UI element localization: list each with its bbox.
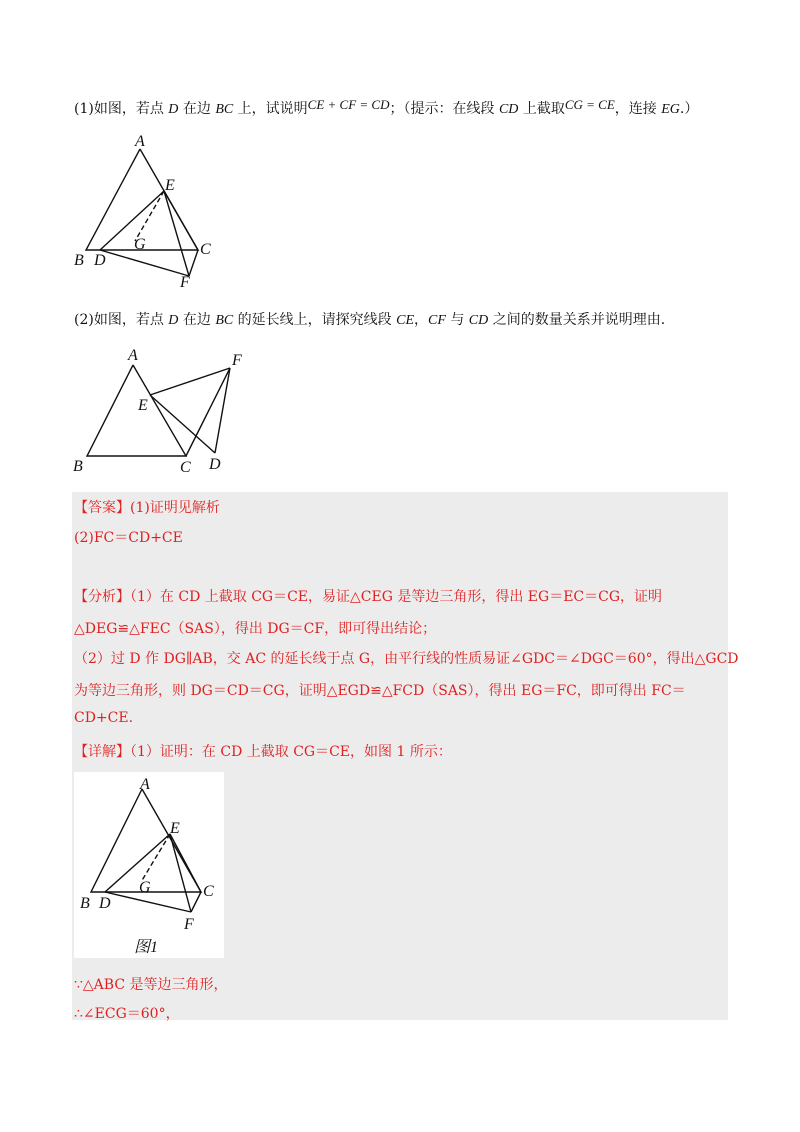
- label-g: G: [134, 236, 146, 253]
- q1-segment-cd: CD: [498, 102, 519, 117]
- segment-ed: [150, 395, 215, 453]
- answer-tag: 【答案】: [74, 500, 130, 516]
- q1-text: 上，试说明: [233, 101, 308, 117]
- triangle-abc: [86, 149, 198, 250]
- segment-df: [100, 250, 189, 276]
- analysis-text: （2）过 D 作 DG∥AB，交 AC 的延长线于点 G，由平行线的性质易证∠GDC＝∠DGC＝60°，得出△GCD: [74, 651, 739, 667]
- label-c: C: [200, 241, 211, 258]
- answer-text: (2)FC＝CD+CE: [74, 530, 183, 546]
- answer-text: (1)证明见解析: [130, 500, 220, 516]
- q1-text: 上截取: [518, 101, 565, 117]
- analysis-text: △DEG≌△FEC（SAS），得出 DG＝CF，即可得出结论；: [74, 621, 437, 637]
- analysis-tag: 【分析】: [74, 589, 130, 605]
- label-b: B: [74, 252, 84, 269]
- analysis-line-1: [74, 586, 662, 606]
- label-a: A: [135, 133, 145, 150]
- label-c: C: [180, 459, 191, 476]
- label-a: A: [140, 776, 150, 793]
- detail-step-2: [74, 1003, 180, 1023]
- label-d: D: [99, 895, 111, 912]
- label-e: E: [165, 177, 175, 194]
- label-a: A: [128, 347, 138, 364]
- detail-text: ∴∠ECG＝60°，: [74, 1006, 180, 1022]
- answer-line-1: [74, 497, 220, 517]
- q2-segment-cf: CF: [428, 313, 446, 328]
- triangle-abc: [87, 365, 186, 456]
- q2-text: ，: [414, 312, 428, 328]
- segment-ec: [170, 834, 201, 892]
- label-f: F: [184, 916, 194, 933]
- q2-point-d: D: [168, 313, 179, 328]
- analysis-line-4: [74, 680, 686, 700]
- analysis-text: CD+CE.: [74, 710, 134, 726]
- segment-eg-dashed: [141, 834, 170, 882]
- q2-text: 与: [445, 312, 469, 328]
- segment-ec: [164, 191, 198, 250]
- q2-text: 之间的数量关系并说明理由.: [488, 312, 666, 328]
- question-2: [74, 309, 665, 329]
- q1-text: 在边: [178, 101, 216, 117]
- q1-text: ，连接: [614, 101, 662, 117]
- analysis-line-3: [74, 648, 739, 668]
- analysis-line-5: [74, 710, 133, 726]
- label-e: E: [170, 820, 180, 837]
- q1-formula: CE + CF = CD: [307, 97, 390, 112]
- q2-text: 在边: [178, 312, 216, 328]
- figure-caption: 图1: [134, 939, 159, 956]
- q1-segment-bc: BC: [215, 102, 234, 117]
- segment-fd: [215, 368, 230, 453]
- detail-tag: 【详解】: [74, 744, 130, 760]
- q1-segment-eg: EG: [661, 102, 680, 117]
- segment-fc: [189, 250, 198, 276]
- figure-1-detail: [74, 772, 224, 958]
- label-d: D: [94, 252, 106, 269]
- detail-step-1: [74, 974, 228, 994]
- q1-text: .）: [679, 101, 699, 117]
- label-d: D: [209, 456, 221, 473]
- q1-text: (1)如图，若点: [74, 101, 169, 117]
- segment-eg-dashed: [135, 191, 164, 241]
- analysis-text: 为等边三角形，则 DG＝CD＝CG，证明△EGD≌△FCD（SAS），得出 EG＝FC，即可得出 FC＝: [74, 683, 686, 699]
- q2-segment-bc: BC: [215, 313, 234, 328]
- label-b: B: [80, 895, 90, 912]
- q1-hint-formula: CG = CE: [564, 97, 615, 112]
- label-g: G: [139, 879, 151, 896]
- figure-1: [72, 130, 232, 290]
- answer-line-2: [74, 527, 183, 547]
- analysis-text: （1）在 CD 上截取 CG＝CE，易证△CEG 是等边三角形，得出 EG＝EC＝CG，证明: [130, 589, 663, 605]
- figure-2: [70, 343, 260, 478]
- segment-ef: [164, 191, 189, 276]
- detail-text: （1）证明：在 CD 上截取 CG＝CE，如图 1 所示：: [130, 744, 452, 760]
- segment-de: [100, 191, 164, 250]
- analysis-line-2: [74, 618, 436, 638]
- label-c: C: [203, 883, 214, 900]
- detail-text: ∵△ABC 是等边三角形，: [74, 977, 228, 993]
- segment-ef: [170, 834, 191, 912]
- q1-text: ；（提示：在线段: [389, 101, 499, 117]
- segment-fc: [191, 892, 201, 912]
- label-f: F: [180, 274, 190, 290]
- q2-segment-ce: CE: [396, 313, 414, 328]
- q1-point-d: D: [168, 102, 179, 117]
- q2-text: (2)如图，若点: [74, 312, 169, 328]
- triangle-abc: [91, 789, 201, 892]
- q2-segment-cd: CD: [468, 313, 489, 328]
- q2-text: 的延长线上，请探究线段: [233, 312, 397, 328]
- label-e: E: [138, 397, 148, 414]
- label-b: B: [73, 458, 83, 475]
- question-1: [74, 97, 698, 118]
- detail-line-1: [74, 741, 452, 761]
- label-f: F: [232, 352, 242, 369]
